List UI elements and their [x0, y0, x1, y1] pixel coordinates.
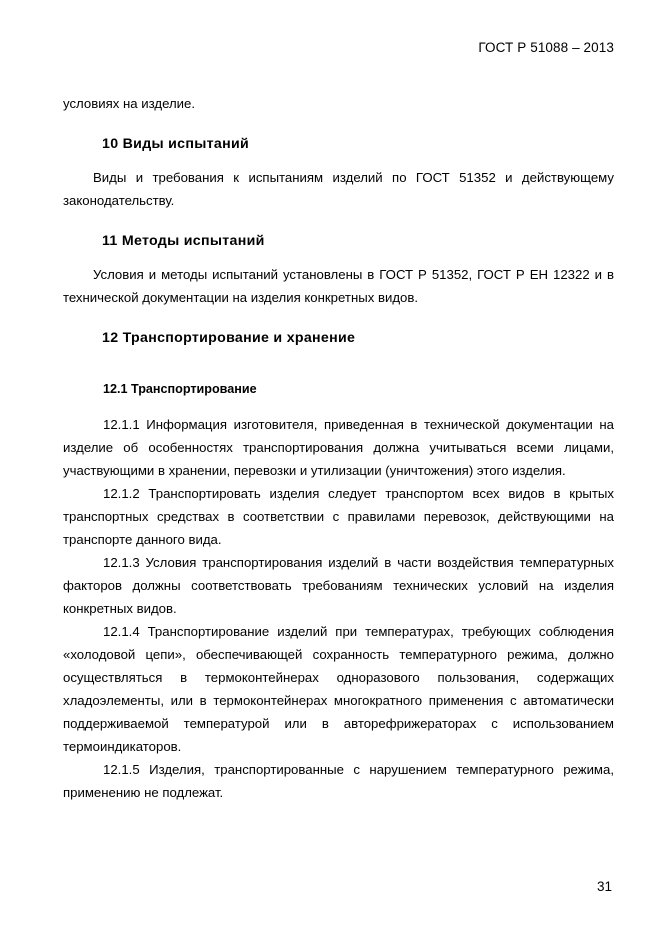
intro-tail-paragraph: условиях на изделие. [63, 96, 196, 111]
section-11-paragraph: Условия и методы испытаний установлены в ГОСТ Р 51352, ГОСТ Р ЕН 12322 и в технической документации на изделия конкретных видов. [63, 267, 614, 305]
section-11-heading: 11 Методы испытаний [102, 233, 265, 249]
clause-12-1-4: 12.1.4 Транспортирование изделий при температурах, требующих соблюдения «холодовой цепи», обеспечивающей сохранность температурного режима, должно осуществляться в термоконтейнерах одноразового пользования, содержащих хладоэлементы, или в термоконтейнерах многократного применения с автоматически поддерживаемой температурой или в авторефрижераторах с использованием термоиндикаторов. [63, 624, 614, 754]
clause-12-1-2: 12.1.2 Транспортировать изделия следует транспортом всех видов в крытых транспортных средствах в соответствии с правилами перевозок, действующими на транспорте данного вида. [63, 486, 614, 547]
document-header: ГОСТ Р 51088 – 2013 [478, 40, 614, 55]
section-10-paragraph: Виды и требования к испытаниям изделий по ГОСТ 51352 и действующему законодательству. [63, 170, 614, 208]
document-body [63, 92, 614, 804]
section-10-heading: 10 Виды испытаний [102, 136, 250, 152]
clause-12-1-3: 12.1.3 Условия транспортирования изделий в части воздействия температурных факторов должны соответствовать требованиям технических условий на изделия конкретных видов. [63, 555, 614, 616]
clause-12-1-1: 12.1.1 Информация изготовителя, приведенная в технической документации на изделие об особенностях транспортирования должна учитываться всеми лицами, участвующими в хранении, перевозки и утилизации (уничтожения) этого изделия. [63, 417, 614, 478]
section-12-heading: 12 Транспортирование и хранение [102, 330, 356, 346]
page-number: 31 [596, 879, 612, 894]
subsection-12-1-heading: 12.1 Транспортирование [103, 382, 257, 396]
clause-12-1-5: 12.1.5 Изделия, транспортированные с нарушением температурного режима, применению не подлежат. [63, 762, 614, 800]
